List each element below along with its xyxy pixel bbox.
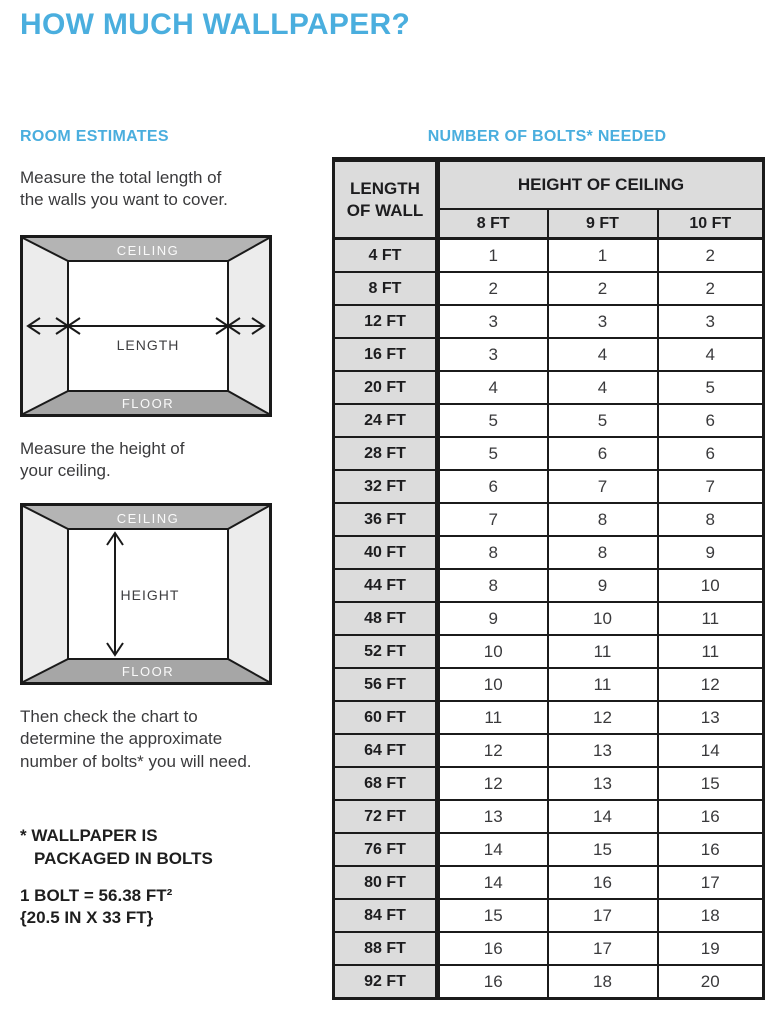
wall-length-cell: 64 FT [334, 734, 438, 767]
wall-length-cell: 4 FT [334, 239, 438, 273]
bolt-count-cell: 10 [438, 635, 548, 668]
wall-length-cell: 44 FT [334, 569, 438, 602]
table-row [334, 767, 764, 800]
bolts-table [332, 157, 765, 1000]
bolt-count-cell: 6 [658, 437, 764, 470]
bolt-count-cell: 7 [438, 503, 548, 536]
table-row [334, 866, 764, 899]
bolt-count-cell: 3 [548, 305, 658, 338]
bolt-count-cell: 4 [548, 338, 658, 371]
wall-length-cell: 84 FT [334, 899, 438, 932]
wall-length-cell: 24 FT [334, 404, 438, 437]
bolt-count-cell: 17 [548, 899, 658, 932]
wall-length-cell: 32 FT [334, 470, 438, 503]
bolt-count-cell: 2 [658, 239, 764, 273]
wall-length-cell: 12 FT [334, 305, 438, 338]
ceiling-10ft-header: 10 FT [658, 209, 764, 239]
bolt-count-cell: 9 [548, 569, 658, 602]
wall-length-cell: 80 FT [334, 866, 438, 899]
wall-length-cell: 8 FT [334, 272, 438, 305]
floor-label: FLOOR [121, 663, 175, 679]
height-label: HEIGHT [120, 586, 180, 603]
bolt-count-cell: 5 [438, 437, 548, 470]
table-row [334, 272, 764, 305]
bolts-needed-section [332, 128, 762, 1000]
table-row [334, 800, 764, 833]
room-estimates-heading: ROOM ESTIMATES [20, 128, 169, 145]
bolt-count-cell: 12 [658, 668, 764, 701]
bolt-count-cell: 6 [548, 437, 658, 470]
table-row [334, 932, 764, 965]
bolt-count-cell: 8 [438, 536, 548, 569]
bolt-count-cell: 15 [548, 833, 658, 866]
bolt-count-cell: 5 [548, 404, 658, 437]
wall-length-cell: 48 FT [334, 602, 438, 635]
bolt-count-cell: 10 [658, 569, 764, 602]
ceiling-9ft-header: 9 FT [548, 209, 658, 239]
bolt-spec [20, 885, 320, 929]
bolt-count-cell: 8 [548, 536, 658, 569]
wall-length-cell: 88 FT [334, 932, 438, 965]
height-diagram [20, 503, 272, 685]
bolt-count-cell: 3 [438, 305, 548, 338]
wall-length-cell: 28 FT [334, 437, 438, 470]
bolt-count-cell: 4 [658, 338, 764, 371]
bolt-count-cell: 5 [438, 404, 548, 437]
table-row [334, 899, 764, 932]
bolt-count-cell: 15 [658, 767, 764, 800]
bolt-count-cell: 1 [548, 239, 658, 273]
bolt-count-cell: 16 [658, 833, 764, 866]
table-row [334, 239, 764, 273]
bolt-count-cell: 10 [438, 668, 548, 701]
wall-length-cell: 52 FT [334, 635, 438, 668]
wall-length-cell: 76 FT [334, 833, 438, 866]
ceiling-8ft-header: 8 FT [438, 209, 548, 239]
wall-length-cell: 56 FT [334, 668, 438, 701]
bolt-count-cell: 16 [658, 800, 764, 833]
wall-length-cell: 60 FT [334, 701, 438, 734]
table-row [334, 437, 764, 470]
length-diagram [20, 235, 272, 417]
bolt-count-cell: 14 [438, 866, 548, 899]
bolt-count-cell: 9 [658, 536, 764, 569]
bolt-count-cell: 12 [438, 767, 548, 800]
bolt-count-cell: 13 [548, 734, 658, 767]
bolt-count-cell: 4 [548, 371, 658, 404]
bolt-spec-line1: 1 BOLT = 56.38 FT² [20, 885, 173, 905]
table-row [334, 965, 764, 999]
table-row [334, 371, 764, 404]
bolt-count-cell: 7 [548, 470, 658, 503]
ceiling-label: CEILING [116, 510, 180, 526]
table-row [334, 635, 764, 668]
bolt-count-cell: 18 [548, 965, 658, 999]
bolt-count-cell: 7 [658, 470, 764, 503]
bolt-count-cell: 11 [548, 668, 658, 701]
step3-instruction: Then check the chart to determine the approximate number of bolts* you will need. [20, 706, 252, 771]
ceiling-label: CEILING [116, 242, 180, 258]
table-row [334, 338, 764, 371]
bolt-count-cell: 11 [438, 701, 548, 734]
table-row [334, 536, 764, 569]
bolt-count-cell: 6 [658, 404, 764, 437]
table-row [334, 470, 764, 503]
bolt-count-cell: 14 [548, 800, 658, 833]
left-wall-surface [23, 506, 68, 682]
bolt-count-cell: 2 [658, 272, 764, 305]
bolt-count-cell: 12 [438, 734, 548, 767]
bolt-count-cell: 14 [658, 734, 764, 767]
wallpaper-bolts-footnote: * WALLPAPER IS PACKAGED IN BOLTS [20, 826, 213, 868]
bolt-count-cell: 17 [548, 932, 658, 965]
bolts-table-heading: NUMBER OF BOLTS* NEEDED [427, 128, 667, 145]
right-wall-surface [228, 506, 269, 682]
wall-length-cell: 16 FT [334, 338, 438, 371]
bolt-count-cell: 15 [438, 899, 548, 932]
bolt-count-cell: 17 [658, 866, 764, 899]
bolt-spec-line2: {20.5 IN X 33 FT} [20, 908, 154, 928]
page-title: HOW MUCH WALLPAPER? [20, 8, 411, 41]
bolt-count-cell: 8 [658, 503, 764, 536]
bolt-count-cell: 14 [438, 833, 548, 866]
bolt-count-cell: 13 [658, 701, 764, 734]
table-row [334, 734, 764, 767]
table-row [334, 404, 764, 437]
step2-instruction: Measure the height of your ceiling. [20, 438, 185, 481]
bolt-count-cell: 8 [438, 569, 548, 602]
length-of-wall-header: LENGTH OF WALL [334, 160, 438, 239]
bolt-count-cell: 5 [658, 371, 764, 404]
bolts-table-body [334, 239, 764, 999]
bolt-count-cell: 16 [438, 932, 548, 965]
wall-length-cell: 20 FT [334, 371, 438, 404]
table-row [334, 668, 764, 701]
bolt-count-cell: 8 [548, 503, 658, 536]
bolt-count-cell: 1 [438, 239, 548, 273]
length-label: LENGTH [116, 336, 180, 353]
wall-length-cell: 92 FT [334, 965, 438, 999]
floor-label: FLOOR [121, 395, 175, 411]
bolt-count-cell: 16 [438, 965, 548, 999]
step1-instruction: Measure the total length of the walls you want to cover. [20, 168, 228, 210]
bolt-count-cell: 2 [438, 272, 548, 305]
bolt-count-cell: 9 [438, 602, 548, 635]
table-row [334, 602, 764, 635]
height-of-ceiling-header: HEIGHT OF CEILING [438, 160, 764, 210]
bolt-count-cell: 2 [548, 272, 658, 305]
wall-length-cell: 68 FT [334, 767, 438, 800]
bolt-count-cell: 19 [658, 932, 764, 965]
table-row [334, 833, 764, 866]
table-row [334, 305, 764, 338]
bolt-count-cell: 18 [658, 899, 764, 932]
table-row [334, 503, 764, 536]
bolt-count-cell: 3 [438, 338, 548, 371]
bolt-count-cell: 11 [548, 635, 658, 668]
wall-length-cell: 72 FT [334, 800, 438, 833]
table-row [334, 569, 764, 602]
bolt-count-cell: 13 [548, 767, 658, 800]
bolt-count-cell: 3 [658, 305, 764, 338]
bolt-count-cell: 11 [658, 635, 764, 668]
wall-length-cell: 36 FT [334, 503, 438, 536]
bolt-count-cell: 4 [438, 371, 548, 404]
bolt-count-cell: 12 [548, 701, 658, 734]
table-row [334, 701, 764, 734]
bolt-count-cell: 20 [658, 965, 764, 999]
bolt-count-cell: 6 [438, 470, 548, 503]
bolt-count-cell: 13 [438, 800, 548, 833]
bolts-table-head [334, 160, 764, 239]
bolt-count-cell: 10 [548, 602, 658, 635]
bolt-count-cell: 11 [658, 602, 764, 635]
room-estimates-section [20, 128, 320, 929]
bolt-count-cell: 16 [548, 866, 658, 899]
wall-length-cell: 40 FT [334, 536, 438, 569]
